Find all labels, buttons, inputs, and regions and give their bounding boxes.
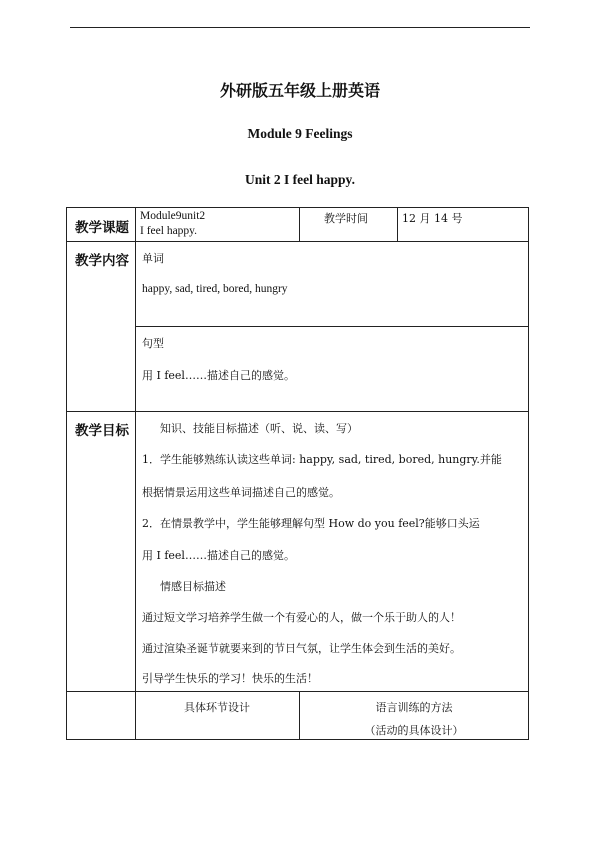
unit-title: Unit 2 I feel happy. — [245, 172, 355, 187]
top-rule — [70, 27, 530, 28]
topic-line-2: I feel happy. — [140, 225, 198, 237]
header-steps-design: 具体环节设计 — [184, 701, 250, 714]
objective-line-4: 2．在情景教学中，学生能够理解句型 How do you feel?能够口头运 — [142, 517, 480, 530]
column-divider-3 — [397, 208, 398, 241]
label-time: 教学时间 — [324, 212, 368, 225]
header-activity-design: （活动的具体设计） — [364, 724, 464, 737]
objective-line-8: 通过渲染圣诞节就要来到的节日气氛，让学生体会到生活的美好。 — [142, 642, 461, 655]
column-divider-1 — [135, 208, 136, 739]
lesson-plan-table — [66, 207, 529, 740]
row-divider-3 — [67, 411, 528, 412]
objective-line-5: 用 I feel……描述自己的感觉。 — [142, 549, 295, 562]
document-title: 外研版五年级上册英语 — [219, 81, 380, 100]
pattern-text: 用 I feel……描述自己的感觉。 — [142, 369, 295, 382]
objective-line-6: 情感目标描述 — [160, 580, 226, 593]
objective-line-1: 知识、技能目标描述（听、说、读、写） — [160, 422, 358, 435]
label-content: 教学内容 — [75, 253, 129, 269]
time-value: 12 月 14 号 — [402, 212, 463, 225]
row-divider-2 — [135, 326, 528, 327]
label-topic: 教学课题 — [75, 220, 129, 236]
words-list: happy, sad, tired, bored, hungry — [142, 283, 288, 295]
objective-line-2: 1．学生能够熟练认读这些单词: happy, sad, tired, bored, hungry.并能 — [142, 453, 502, 466]
label-objectives: 教学目标 — [75, 423, 129, 439]
row-divider-1 — [67, 241, 528, 242]
words-label: 单词 — [142, 252, 164, 265]
row-divider-4 — [67, 691, 528, 692]
header-training-method: 语言训练的方法 — [375, 701, 453, 714]
objective-line-3: 根据情景运用这些单词描述自己的感觉。 — [142, 486, 340, 499]
topic-line-1: Module9unit2 — [140, 210, 206, 222]
objective-line-9: 引导学生快乐的学习！快乐的生活！ — [142, 672, 318, 685]
column-divider-2 — [299, 208, 300, 241]
objective-line-7: 通过短文学习培养学生做一个有爱心的人，做一个乐于助人的人！ — [142, 611, 461, 624]
module-title: Module 9 Feelings — [247, 126, 353, 141]
pattern-label: 句型 — [142, 337, 164, 350]
